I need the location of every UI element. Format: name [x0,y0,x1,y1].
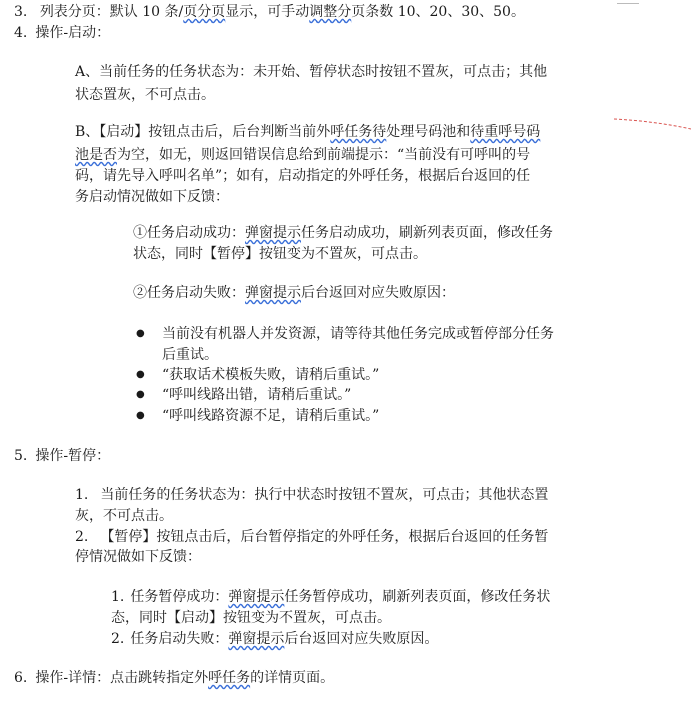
outcome-success-line1: ①任务启动成功：弹窗提示任务启动成功，刷新列表页面，修改任务 [133,225,553,241]
pause-item-2-line1: 2. 【暂停】按钮点击后，后台暂停指定的外呼任务，根据后台返回的任务暂 [75,529,549,545]
bullet-item-1-cont: 后重试。 [162,347,218,363]
pause-result-1-line2: 态，同时【启动】按钮变为不置灰，可点击。 [111,610,391,626]
outcome-failure-line: ②任务启动失败：弹窗提示后台返回对应失败原因： [133,285,455,301]
paragraph-b-line3: 码，请先导入呼叫名单”；如有，启动指定的外呼任务，根据后台返回的任 [75,168,531,184]
section-5-heading: 5. 操作-暂停： [14,448,111,464]
bullet-2-icon: ● [136,369,145,380]
paragraph-b-line2: 池是否为空，如无，则返回错误信息给到前端提示：“当前没有可呼叫的号 [75,147,531,163]
paragraph-b-line1: B、【启动】按钮点击后，后台判断当前外呼任务待处理号码池和待重呼号码 [75,124,541,140]
paragraph-a-line2: 状态置灰，不可点击。 [75,87,215,103]
change-mark [617,0,639,4]
bullet-item-4: “呼叫线路资源不足，请稍后重试。” [162,408,380,424]
section-4-heading: 4. 操作-启动： [14,25,111,41]
bullet-3-icon: ● [136,389,145,400]
section-3: 3. 列表分页：默认 10 条/页分页显示，可手动调整分页条数 10、20、30、50。 [14,4,525,20]
bullet-1-icon: ● [136,328,145,339]
outcome-success-line2: 状态，同时【暂停】按钮变为不置灰，可点击。 [133,246,427,262]
bullet-item-3: “呼叫线路出错，请稍后重试。” [162,387,352,403]
paragraph-a-line1: A、当前任务的任务状态为：未开始、暂停状态时按钮不置灰，可点击；其他 [75,64,548,80]
bullet-item-1: 当前没有机器人并发资源，请等待其他任务完成或暂停部分任务 [162,326,554,342]
pause-item-1-line2: 灰，不可点击。 [75,508,173,524]
pause-item-1-line1: 1. 当前任务的任务状态为：执行中状态时按钮不置灰，可点击；其他状态置 [75,487,549,503]
section-6: 6. 操作-详情：点击跳转指定外呼任务的详情页面。 [14,670,335,686]
paragraph-b-line4: 务启动情况做如下反馈： [75,189,229,205]
section-number: 3. [14,4,28,20]
pause-item-2-line2: 停情况做如下反馈： [75,549,201,565]
pause-result-2: 2. 任务启动失败：弹窗提示后台返回对应失败原因。 [111,631,439,647]
track-change-line [614,117,691,131]
bullet-item-2: “获取话术模板失败，请稍后重试。” [162,367,380,383]
pause-result-1-line1: 1. 任务暂停成功：弹窗提示任务暂停成功，刷新列表页面，修改任务状 [111,589,551,605]
bullet-4-icon: ● [136,410,145,421]
